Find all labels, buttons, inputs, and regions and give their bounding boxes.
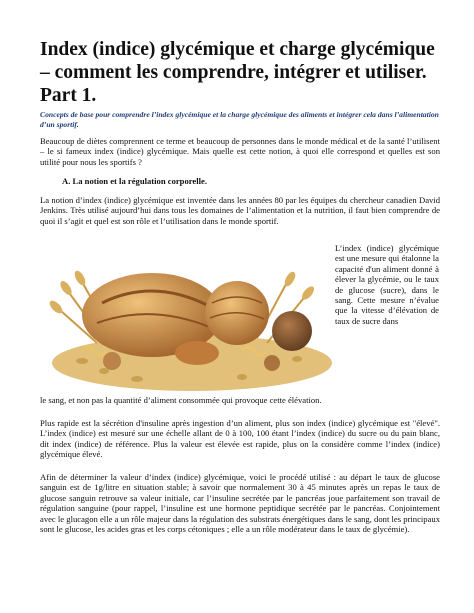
paragraph-3: Afin de déterminer la valeur d’index (indice) glycémique, voici le procédé utilisé : au départ le taux de glucose sanguin est de 1g/litre en situation stable; à savoir que normalement 30 à 45 minutes après un repas le taux de glucose sanguin retrouve sa valeur initiale, car l’insuline secrétée par le pancréas joue parfaitement son travail de régulation sanguine (pour rappel, l’insuline est une hormone peptidique secrétée par le pancréas. Conjointement avec le glucagon elle a un rôle majeur dans la régulation des substrats énergétiques dans le sang, dont les principaux sont le glucose, les acides gras et les corps cétoniques ; elle a un rôle modérateur dans le taux de glycémie).	[40, 472, 440, 535]
subtitle: Concepts de base pour comprendre l’index glycémique et la charge glycémique des aliments et intégrer cela dans l’alimentation d’un sportif.	[40, 110, 439, 129]
paragraph-2: Plus rapide est la sécrétion d'insuline après ingestion d’un aliment, plus son index (indice) glycémique est "élevé". L’index (indice) est mesuré sur une échelle allant de 0 à 100, 100 étant l’index (indice) du sucre ou du pain blanc, dit index (indice) de référence. Plus la valeur est élevée est rapide, plus on la considère comme l’index (indice) glycémique élevé.	[40, 418, 440, 460]
continued-paragraph: le sang, et non pas la quantité d’aliment consommée qui provoque cette élévation.	[40, 395, 322, 405]
bread-grains-image	[42, 243, 332, 393]
section-heading-a: A. La notion et la régulation corporelle.	[62, 176, 207, 186]
paragraph-1: La notion d’index (indice) glycémique est inventée dans les années 80 par les équipes du chercheur canadien David Jenkins. Très utilisé aujourd’hui dans tous les domaines de l’alimentation et la nutrition, il faut bien comprendre de quoi il s’agit et quel est son rôle et l’utilisation dans le monde sportif.	[40, 195, 440, 226]
intro-paragraph: Beaucoup de diètes comprennent ce terme et beaucoup de personnes dans le monde médical et de la santé l’utilisent – le si fameux index (indice) glycémique. Mais quelle est cette notion, à quoi elle correspond et quelles est son utilité pour nous les sportifs ?	[40, 136, 440, 167]
side-paragraph: L’index (indice) glycémique est une mesure qui étalonne la capacité d'un aliment donné à élever la glycémie, ou le taux de glucose (sucre), dans le sang. Cette mesure n’évalue que la vitesse d’élévation de taux de sucre dans	[335, 243, 439, 326]
page-title: Index (indice) glycémique et charge glycémique – comment les comprendre, intégrer et utiliser. Part 1.	[40, 39, 435, 106]
